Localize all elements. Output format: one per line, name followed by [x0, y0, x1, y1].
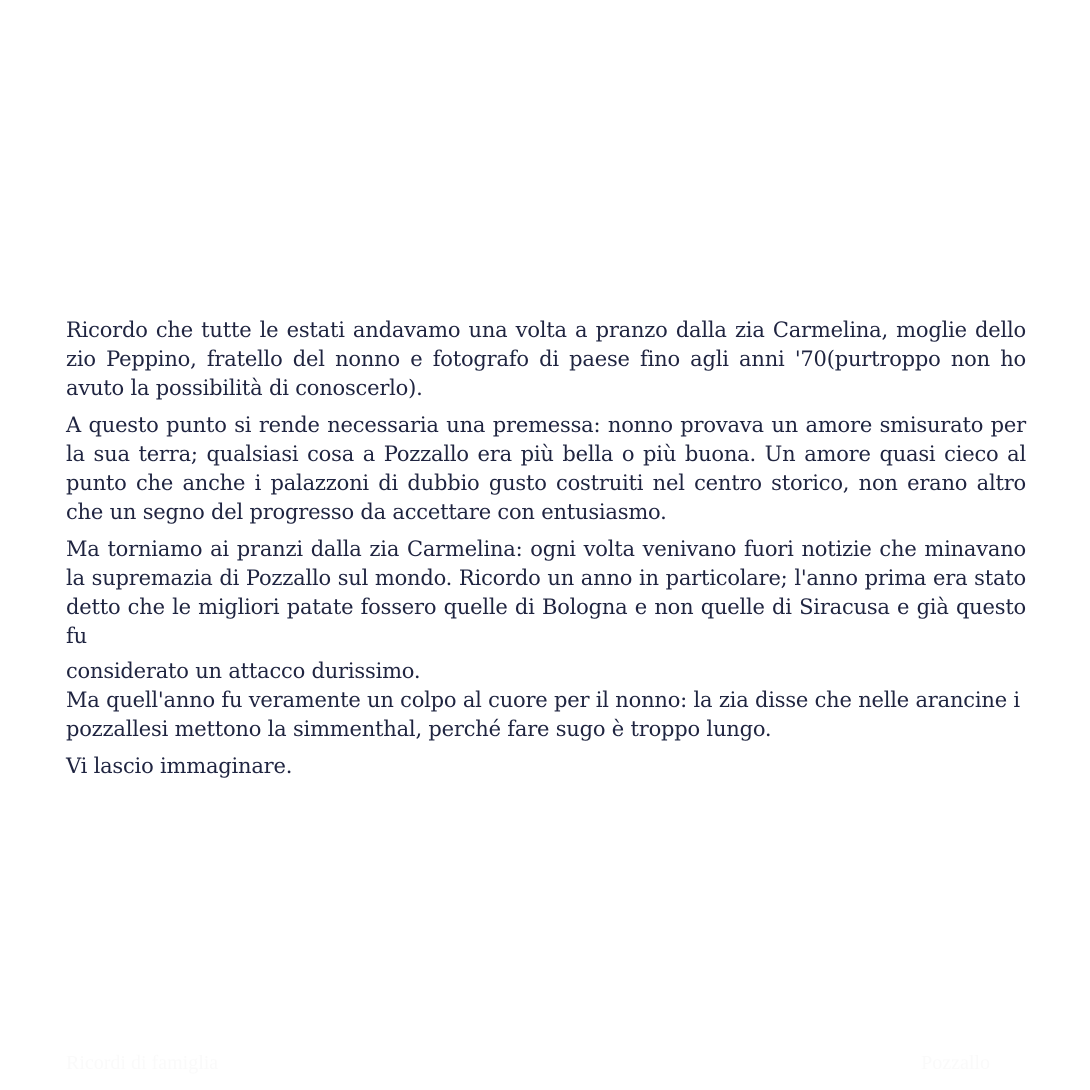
- footer-right-text: Pozzallo: [921, 1052, 990, 1074]
- paragraph-3: Ma torniamo ai pranzi dalla zia Carmelina: ogni volta venivano fuori notizie che minavano la supremazia di Pozzallo sul mondo. Ricordo un anno in particolare; l'anno prima era stato detto che le migliori patate fossero quelle di Bologna e non quelle di Siracusa e già questo fu: [66, 537, 1026, 648]
- footer-left-text: Ricordi di famiglia: [66, 1052, 219, 1074]
- paragraph-6: Vi lascio immaginare.: [66, 754, 293, 778]
- paragraph-1: Ricordo che tutte le estati andavamo una volta a pranzo dalla zia Carmelina, moglie dello zio Peppino, fratello del nonno e fotografo di paese fino agli anni '70(purtroppo non ho avuto la possibilità di conoscerlo).: [66, 318, 1026, 400]
- paragraph-2: A questo punto si rende necessaria una premessa: nonno provava un amore smisurato per la sua terra; qualsiasi cosa a Pozzallo era più bella o più buona. Un amore quasi cieco al punto che anche i palazzoni di dubbio gusto costruiti nel centro storico, non erano altro che un segno del progresso da accettare con entusiasmo.: [66, 413, 1026, 524]
- story-text: [66, 316, 1026, 789]
- paragraph-4: considerato un attacco durissimo.: [66, 659, 421, 683]
- paragraph-5: Ma quell'anno fu veramente un colpo al cuore per il nonno: la zia disse che nelle arancine i pozzallesi mettono la simmenthal, perché fare sugo è troppo lungo.: [66, 688, 1020, 741]
